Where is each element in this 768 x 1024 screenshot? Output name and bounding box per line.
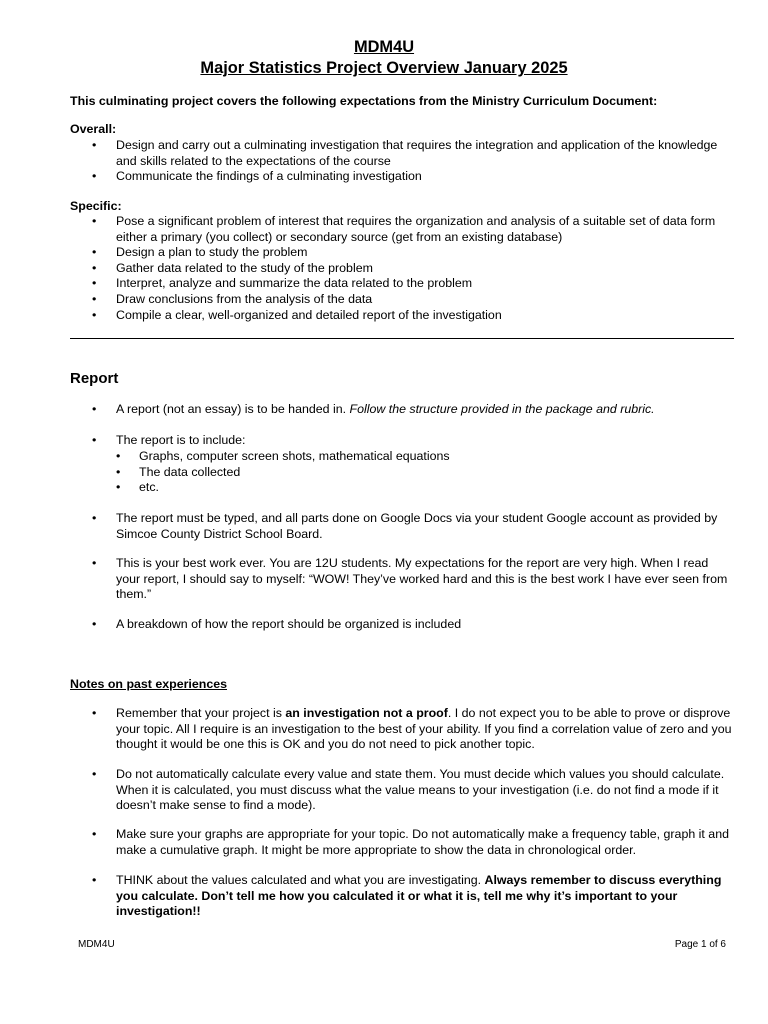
report-b1-italic: Follow the structure provided in the package and rubric. xyxy=(349,402,655,416)
notes-list-1 xyxy=(70,706,735,753)
list-item: • Gather data related to the study of the problem xyxy=(70,261,735,277)
list-item: • Communicate the findings of a culminating investigation xyxy=(70,169,735,185)
list-item: • The report is to include: xyxy=(70,433,735,449)
report-include-sublist xyxy=(70,449,735,496)
intro-text: This culminating project covers the following expectations from the Ministry Curriculum Document: xyxy=(70,94,658,108)
list-item: • Compile a clear, well-organized and detailed report of the investigation xyxy=(70,308,735,324)
footer-course-code: MDM4U xyxy=(78,939,115,950)
list-item: • Draw conclusions from the analysis of the data xyxy=(70,292,735,308)
footer-page-number: Page 1 of 6 xyxy=(674,939,726,950)
note-1-bold: an investigation not a proof xyxy=(285,706,448,720)
report-heading: Report xyxy=(70,370,119,387)
list-item: • Interpret, analyze and summarize the data related to the problem xyxy=(70,276,735,292)
list-item: • Design a plan to study the problem xyxy=(70,245,735,261)
list-item: • The data collected xyxy=(70,465,735,481)
notes-list-2 xyxy=(70,767,735,814)
report-b1-text: A report (not an essay) is to be handed in. xyxy=(116,402,350,416)
specific-list xyxy=(70,214,735,323)
report-typed-list xyxy=(70,511,735,542)
list-item xyxy=(70,402,735,418)
list-item: • The report must be typed, and all parts done on Google Docs via your student Google account as provided by Simcoe County District School Board. xyxy=(70,511,735,542)
list-item xyxy=(70,706,735,753)
note-4-bold: Always remember to discuss everything you calculate. Don’t tell me how you calculated it or what it is, tell me why it’s important to your investigation!! xyxy=(116,873,722,919)
notes-heading: Notes on past experiences xyxy=(70,677,228,691)
note-4-pre: THINK about the values calculated and what you are investigating. xyxy=(116,873,485,887)
list-item: • This is your best work ever. You are 12U students. My expectations for the report are very high. When I read your report, I should say to myself: “WOW! They’ve worked hard and this is the best work I have ever seen from them.” xyxy=(70,556,735,603)
note-1-post: . I do not expect you to be able to prove or disprove your topic. All I require is an investigation to the best of your ability. If you find a correlation value of zero and you thought it would be one this is OK and you do not need to pick another topic. xyxy=(116,706,732,752)
report-breakdown-list xyxy=(70,617,735,633)
report-include-list xyxy=(70,433,735,449)
report-expectations-list xyxy=(70,556,735,603)
list-item: • A breakdown of how the report should be organized is included xyxy=(70,617,735,633)
list-item: • Design and carry out a culminating investigation that requires the integration and application of the knowledge and skills related to the expectations of the course xyxy=(70,138,735,169)
overall-list xyxy=(70,138,735,185)
specific-heading: Specific: xyxy=(70,199,122,213)
list-item: • Graphs, computer screen shots, mathematical equations xyxy=(70,449,735,465)
notes-list-4 xyxy=(70,873,735,920)
course-code-title: MDM4U xyxy=(353,38,415,56)
list-item: • Pose a significant problem of interest that requires the organization and analysis of a suitable set of data form either a primary (you collect) or secondary source (get from an existing database) xyxy=(70,214,735,245)
list-item: • Make sure your graphs are appropriate for your topic. Do not automatically make a frequency table, graph it and make a cumulative graph. It might be more appropriate to show the data in chronological order. xyxy=(70,827,735,858)
note-1-pre: Remember that your project is xyxy=(116,706,286,720)
report-list xyxy=(70,402,735,418)
project-title: Major Statistics Project Overview January 2025 xyxy=(200,59,568,77)
list-item: • etc. xyxy=(70,480,735,496)
section-divider xyxy=(70,338,734,339)
overall-heading: Overall: xyxy=(70,122,117,136)
list-item xyxy=(70,873,735,920)
notes-list-3 xyxy=(70,827,735,858)
list-item: • Do not automatically calculate every value and state them. You must decide which values you should calculate. When it is calculated, you must discuss what the value means to your investigation (i.e. do not find a mode if it doesn’t make sense to find a mode). xyxy=(70,767,735,814)
